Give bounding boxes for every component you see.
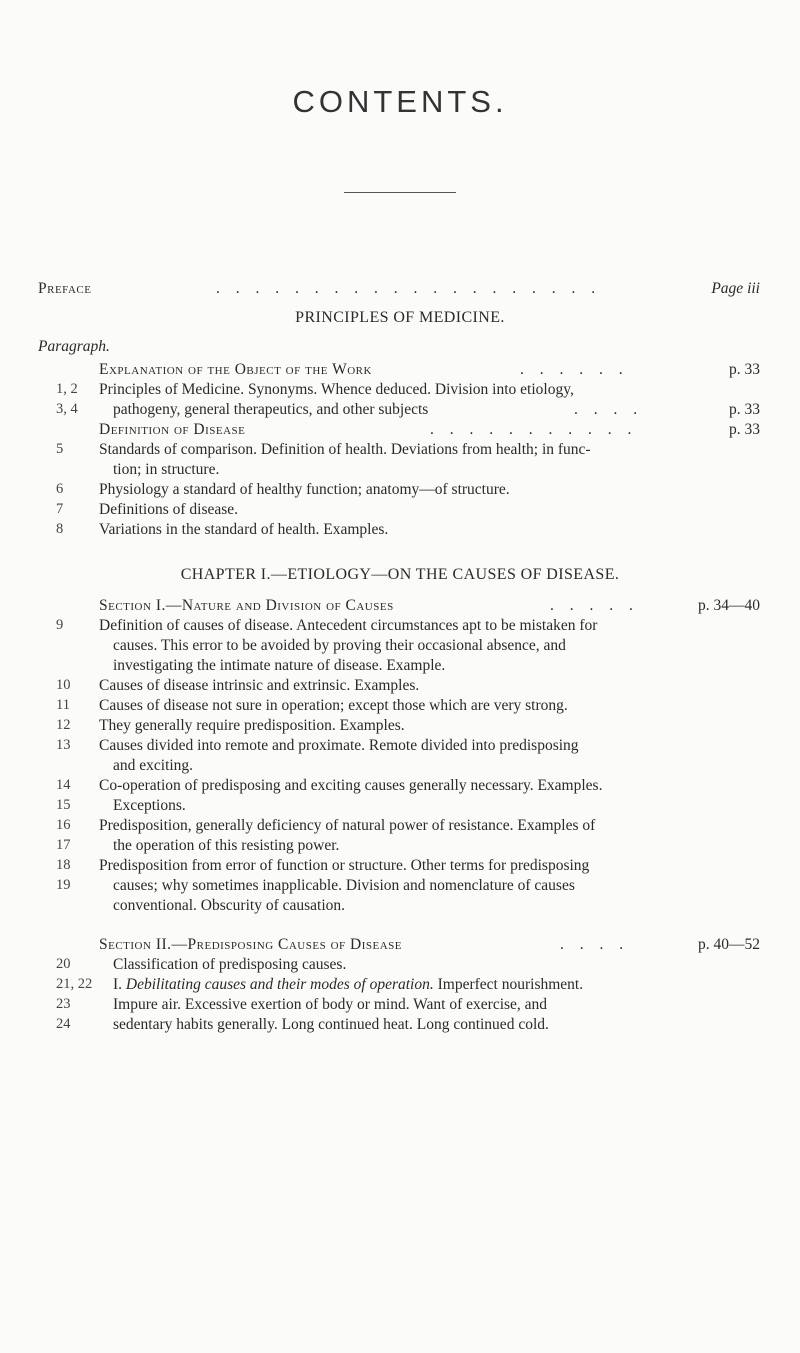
para-num: 19 xyxy=(56,877,71,893)
leader-dots: . . . . xyxy=(574,401,644,418)
para-num: 11 xyxy=(56,697,70,713)
definition-page: p. 33 xyxy=(729,421,760,438)
para-text: Physiology a standard of healthy function; anatomy—of structure. xyxy=(99,481,510,498)
preface-page: Page iii xyxy=(711,280,760,297)
para-num: 5 xyxy=(56,441,64,457)
para-text: the operation of this resisting power. xyxy=(113,837,340,854)
page-title: CONTENTS. xyxy=(292,84,508,119)
leader-dots: . . . . . . . . . . . xyxy=(430,421,638,438)
para-num: 9 xyxy=(56,617,64,633)
para-text: Impure air. Excessive exertion of body or mind. Want of exercise, and xyxy=(113,996,548,1013)
para-text: Classification of predisposing causes. xyxy=(113,956,347,973)
para-page: p. 33 xyxy=(729,401,760,418)
para-num: 3, 4 xyxy=(56,401,78,417)
section-page: p. 34—40 xyxy=(698,597,760,614)
para-num: 18 xyxy=(56,857,71,873)
para-text: sedentary habits generally. Long continued heat. Long continued cold. xyxy=(113,1016,549,1033)
para-num: 16 xyxy=(56,817,71,833)
para-text: pathogeny, general therapeutics, and other subjects xyxy=(113,401,429,418)
preface-label: Preface xyxy=(38,280,92,297)
title-divider xyxy=(344,192,456,193)
para-num: 8 xyxy=(56,521,64,537)
para-num: 21, 22 xyxy=(56,976,93,992)
book-heading: PRINCIPLES OF MEDICINE. xyxy=(295,309,505,326)
section-label: Section II.—Predisposing Causes of Disease xyxy=(99,936,402,953)
para-text: Causes of disease intrinsic and extrinsic. Examples. xyxy=(99,677,420,694)
leader-dots: . . . . . xyxy=(550,597,639,614)
para-text: Predisposition from error of function or structure. Other terms for predisposing xyxy=(99,857,590,874)
para-num: 20 xyxy=(56,956,71,972)
explanation-label: Explanation of the Object of the Work xyxy=(99,361,372,378)
para-text: Co-operation of predisposing and exciting causes generally necessary. Examples. xyxy=(99,777,603,794)
para-text: I. Debilitating causes and their modes of operation. Imperfect nourishment. xyxy=(113,976,584,993)
para-num: 10 xyxy=(56,677,71,693)
para-text: Definitions of disease. xyxy=(99,501,239,518)
chapter-heading: CHAPTER I.—ETIOLOGY—ON THE CAUSES OF DISEASE. xyxy=(180,566,620,583)
para-text: Principles of Medicine. Synonyms. Whence deduced. Division into etiology, xyxy=(99,381,574,398)
paragraph-label: Paragraph. xyxy=(38,338,110,355)
para-num: 7 xyxy=(56,501,64,517)
para-text: Causes divided into remote and proximate. Remote divided into predisposing and exciting. xyxy=(99,737,579,774)
para-num: 13 xyxy=(56,737,71,753)
para-text: Definition of causes of disease. Antecedent circumstances apt to be mistaken for causes. This error to be avoided by proving their occasional absence, and investigating the intimate nature of disease. Example. xyxy=(99,617,598,674)
leader-dots: . . . . xyxy=(560,936,630,953)
para-num: 12 xyxy=(56,717,71,733)
section-page: p. 40—52 xyxy=(698,936,760,953)
para-text: Variations in the standard of health. Examples. xyxy=(99,521,389,538)
leader-dots: . . . . . . . . . . . . . . . . . . . . xyxy=(216,280,602,297)
para-text: causes; why sometimes inapplicable. Division and nomenclature of causes conventional. Obscurity of causation. xyxy=(113,877,575,914)
para-text: Predisposition, generally deficiency of natural power of resistance. Examples of xyxy=(99,817,596,834)
para-num: 6 xyxy=(56,481,64,497)
para-num: 24 xyxy=(56,1016,71,1032)
leader-dots: . . . . . . xyxy=(520,361,629,378)
para-text: Standards of comparison. Definition of health. Deviations from health; in func- tion; in structure. xyxy=(99,441,591,478)
para-text: Causes of disease not sure in operation; except those which are very strong. xyxy=(99,697,568,714)
para-num: 1, 2 xyxy=(56,381,78,397)
para-text: Exceptions. xyxy=(113,797,186,814)
para-num: 14 xyxy=(56,777,71,793)
para-text: They generally require predisposition. Examples. xyxy=(99,717,405,734)
para-num: 17 xyxy=(56,837,71,853)
definition-label: Definition of Disease xyxy=(99,421,246,438)
para-num: 23 xyxy=(56,996,71,1012)
section-label: Section I.—Nature and Division of Causes xyxy=(99,597,394,614)
para-num: 15 xyxy=(56,797,71,813)
explanation-page: p. 33 xyxy=(729,361,760,378)
